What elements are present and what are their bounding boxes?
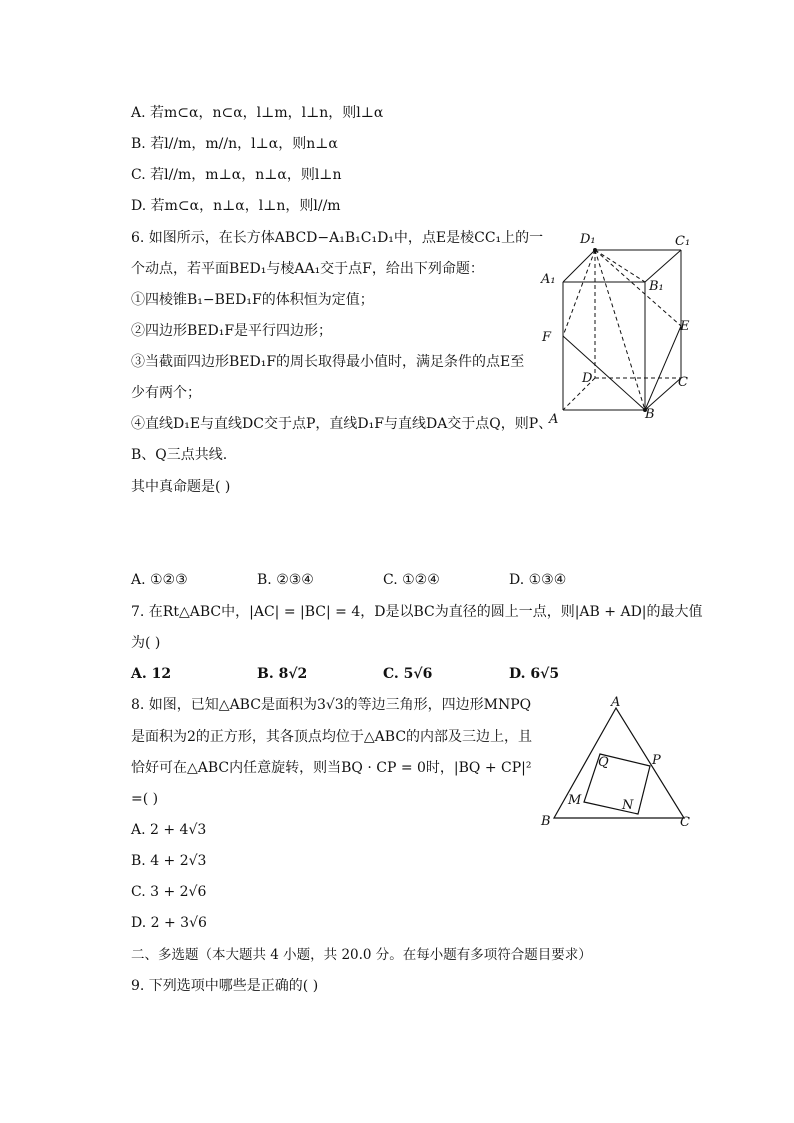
q5-option-d: D. 若m⊂α，n⊥α，l⊥n，则l//m xyxy=(131,198,341,214)
fig-label-n: N xyxy=(622,798,634,813)
q8-choice-d: D. 2 + 3√6 xyxy=(131,915,207,931)
q5-option-a: A. 若m⊂α，n⊂α，l⊥m，l⊥n，则l⊥α xyxy=(131,105,384,121)
q7-choice-a: A. 12 xyxy=(131,666,172,682)
label-c: C xyxy=(678,375,688,390)
q8-stem-line2: 是面积为2的正方形，其各顶点均位于△ABC的内部及三边上，且 xyxy=(131,729,533,745)
label-d1: D₁ xyxy=(580,232,596,247)
fig-label-a: A xyxy=(611,695,621,710)
fig-label-m: M xyxy=(568,793,582,808)
label-b1: B₁ xyxy=(649,279,664,294)
q6-proposition-2: ②四边形BED₁F是平行四边形； xyxy=(131,323,333,339)
q8-stem-line3: 恰好可在△ABC内任意旋转，则当BQ · CP = 0时，|BQ + CP|² xyxy=(131,760,532,776)
q6-stem-line2: 个动点，若平面BED₁与棱AA₁交于点F，给出下列命题： xyxy=(131,261,484,277)
label-f: F xyxy=(542,330,552,345)
q5-option-c: C. 若l//m，m⊥α，n⊥α，则l⊥n xyxy=(131,167,342,183)
q6-choice-b: B. ②③④ xyxy=(257,572,314,588)
q8-choice-c: C. 3 + 2√6 xyxy=(131,884,207,900)
q9-stem: 9. 下列选项中哪些是正确的( ) xyxy=(131,978,319,994)
q7-choice-c: C. 5√6 xyxy=(383,666,433,682)
q6-ask: 其中真命题是( ) xyxy=(131,479,231,495)
q8-stem-line1: 8. 如图，已知△ABC是面积为3√3的等边三角形，四边形MNPQ xyxy=(131,697,532,713)
q5-option-b: B. 若l//m，m//n，l⊥α，则n⊥α xyxy=(131,136,338,152)
q6-cuboid-figure xyxy=(535,228,705,428)
q7-stem-line1: 7. 在Rt△ABC中，|AC| = |BC| = 4，D是以BC为直径的圆上一点，则|AB + AD|的最大值 xyxy=(131,604,703,620)
q6-choice-d: D. ①③④ xyxy=(509,572,567,588)
section-heading: 二、多选题（本大题共 4 小题，共 20.0 分。在每小题有多项符合题目要求） xyxy=(131,947,592,963)
q6-proposition-4b: B、Q三点共线. xyxy=(131,447,228,463)
fig-label-b: B xyxy=(541,814,551,829)
q6-proposition-3b: 少有两个； xyxy=(131,385,201,401)
q6-choice-a: A. ①②③ xyxy=(131,572,188,588)
fig-label-q: Q xyxy=(598,755,609,770)
q6-choice-c: C. ①②④ xyxy=(383,572,440,588)
label-d: D xyxy=(582,371,593,386)
q7-choice-b: B. 8√2 xyxy=(257,666,308,682)
label-a: A xyxy=(549,412,559,427)
q7-choice-d: D. 6√5 xyxy=(509,666,560,682)
q6-proposition-3a: ③当截面四边形BED₁F的周长取得最小值时，满足条件的点E至 xyxy=(131,354,525,370)
q8-choice-a: A. 2 + 4√3 xyxy=(131,822,207,838)
q6-proposition-4a: ④直线D₁E与直线DC交于点P，直线D₁F与直线DA交于点Q，则P、 xyxy=(131,416,553,432)
q6-proposition-1: ①四棱锥B₁−BED₁F的体积恒为定值； xyxy=(131,292,374,308)
fig-label-c: C xyxy=(680,815,690,830)
q8-triangle-figure xyxy=(538,694,698,832)
label-e: E xyxy=(680,319,690,334)
label-b: B xyxy=(645,407,655,422)
label-a1: A₁ xyxy=(541,272,556,287)
label-c1: C₁ xyxy=(675,234,691,249)
fig-label-p: P xyxy=(652,753,661,768)
q8-stem-line4: =( ) xyxy=(131,791,159,807)
q6-stem-line1: 6. 如图所示，在长方体ABCD−A₁B₁C₁D₁中，点E是棱CC₁上的一 xyxy=(131,230,544,246)
q8-choice-b: B. 4 + 2√3 xyxy=(131,853,207,869)
q7-stem-line2: 为( ) xyxy=(131,635,161,651)
